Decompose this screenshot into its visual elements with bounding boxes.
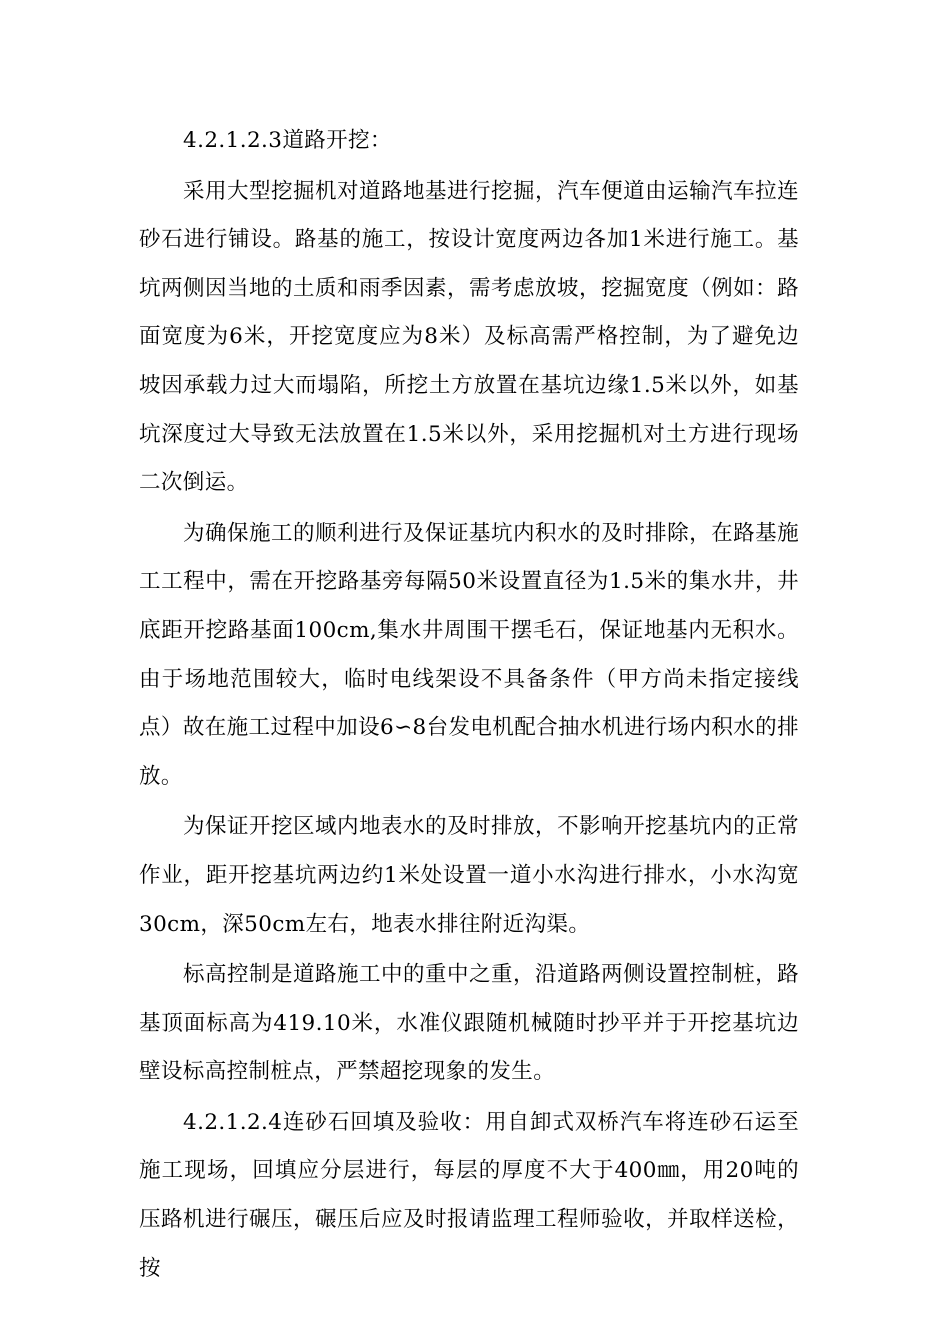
document-body — [139, 117, 799, 1295]
paragraph-surface-water: 为保证开挖区域内地表水的及时排放，不影响开挖基坑内的正常作业，距开挖基坑两边约1米处设置一道小水沟进行排水，小水沟宽30cm，深50cm左右，地表水排往附近沟渠。 — [139, 814, 799, 937]
paragraph-drainage-wells: 为确保施工的顺利进行及保证基坑内积水的及时排除，在路基施工工程中，需在开挖路基旁每隔50米设置直径为1.5米的集水井，井底距开挖路基面100cm,集水井周围干摆毛石，保证地基内无积水。由于场地范围较大，临时电线架设不具备条件（甲方尚未指定接线点）故在施工过程中加设6∽8台发电机配合抽水机进行场内积水的排放。 — [139, 520, 799, 789]
paragraph-elevation-control: 标高控制是道路施工中的重中之重，沿道路两侧设置控制桩，路基顶面标高为419.10米，水准仪跟随机械随时抄平并于开挖基坑边壁设标高控制桩点，严禁超挖现象的发生。 — [139, 962, 799, 1085]
paragraph-excavation-method: 采用大型挖掘机对道路地基进行挖掘，汽车便道由运输汽车拉连砂石进行铺设。路基的施工，按设计宽度两边各加1米进行施工。基坑两侧因当地的土质和雨季因素，需考虑放坡，挖掘宽度（例如：路面宽度为6米，开挖宽度应为8米）及标高需严格控制，为了避免边坡因承载力过大而塌陷，所挖土方放置在基坑边缘1.5米以外，如基坑深度过大导致无法放置在1.5米以外，采用挖掘机对土方进行现场二次倒运。 — [139, 178, 799, 496]
section-heading-4-2-1-2-4: 4.2.1.2.4连砂石回填及验收：用自卸式双桥汽车将连砂石运至施工现场，回填应分层进行，每层的厚度不大于400㎜，用20吨的压路机进行碾压，碾压后应及时报请监理工程师验收，并取样送检，按 — [139, 1109, 799, 1281]
section-heading-4-2-1-2-3: 4.2.1.2.3道路开挖： — [183, 128, 392, 153]
